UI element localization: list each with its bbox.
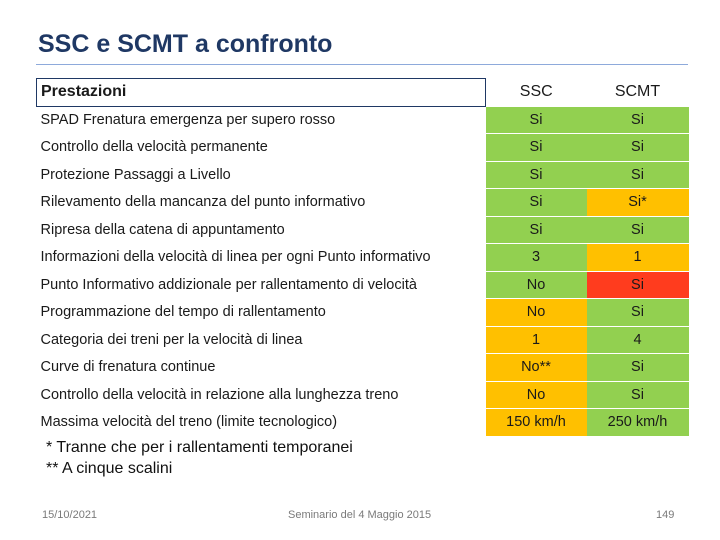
ssc-value: Si [486,161,587,189]
footnote-2: ** A cinque scalini [46,460,173,477]
ssc-value: 3 [486,244,587,272]
row-label: Massima velocità del treno (limite tecnologico) [37,409,486,437]
table-row [37,161,689,189]
slide-title: SSC e SCMT a confronto [38,30,333,58]
table-row [37,216,689,244]
row-label: Ripresa della catena di appuntamento [37,216,486,244]
row-label: Categoria dei treni per la velocità di linea [37,326,486,354]
ssc-value: Si [486,216,587,244]
ssc-value: No [486,271,587,299]
scmt-value: Si [587,161,689,189]
comparison-table [36,78,689,437]
ssc-value: No [486,381,587,409]
ssc-value: 150 km/h [486,409,587,437]
row-label: Informazioni della velocità di linea per ogni Punto informativo [37,244,486,272]
row-label: Controllo della velocità permanente [37,134,486,162]
scmt-value: Si [587,354,689,382]
row-label: Punto Informativo addizionale per rallentamento di velocità [37,271,486,299]
ssc-value: Si [486,106,587,134]
title-divider [36,64,688,65]
footer-center-text: Seminario del 4 Maggio 2015 [288,509,432,521]
table-row [37,271,689,299]
table-row [37,354,689,382]
row-label: Controllo della velocità in relazione alla lunghezza treno [37,381,486,409]
table-row [37,409,689,437]
row-label: Programmazione del tempo di rallentamento [37,299,486,327]
scmt-value: Si [587,134,689,162]
table-row [37,299,689,327]
scmt-value: Si* [587,189,689,217]
row-label: SPAD Frenatura emergenza per supero rosso [37,106,486,134]
scmt-value: 1 [587,244,689,272]
table-row [37,106,689,134]
ssc-value: 1 [486,326,587,354]
scmt-value: 4 [587,326,689,354]
footnote-1: * Tranne che per i rallentamenti temporanei [46,439,353,456]
table-row [37,134,689,162]
table-header-row [37,79,689,107]
page-number: 149 [656,509,675,521]
scmt-value: Si [587,216,689,244]
scmt-value: Si [587,381,689,409]
ssc-value: No [486,299,587,327]
footnotes [46,437,353,479]
row-label: Curve di frenatura continue [37,354,486,382]
scmt-value: Si [587,271,689,299]
scmt-value: Si [587,106,689,134]
ssc-value: Si [486,189,587,217]
table-row [37,326,689,354]
scmt-value: 250 km/h [587,409,689,437]
table-row [37,381,689,409]
scmt-value: Si [587,299,689,327]
header-prestazioni: Prestazioni [37,79,486,107]
header-scmt: SCMT [587,79,689,107]
row-label: Rilevamento della mancanza del punto informativo [37,189,486,217]
table-row [37,189,689,217]
row-label: Protezione Passaggi a Livello [37,161,486,189]
header-ssc: SSC [486,79,587,107]
ssc-value: Si [486,134,587,162]
footer-date: 15/10/2021 [42,509,98,521]
ssc-value: No** [486,354,587,382]
table-row [37,244,689,272]
